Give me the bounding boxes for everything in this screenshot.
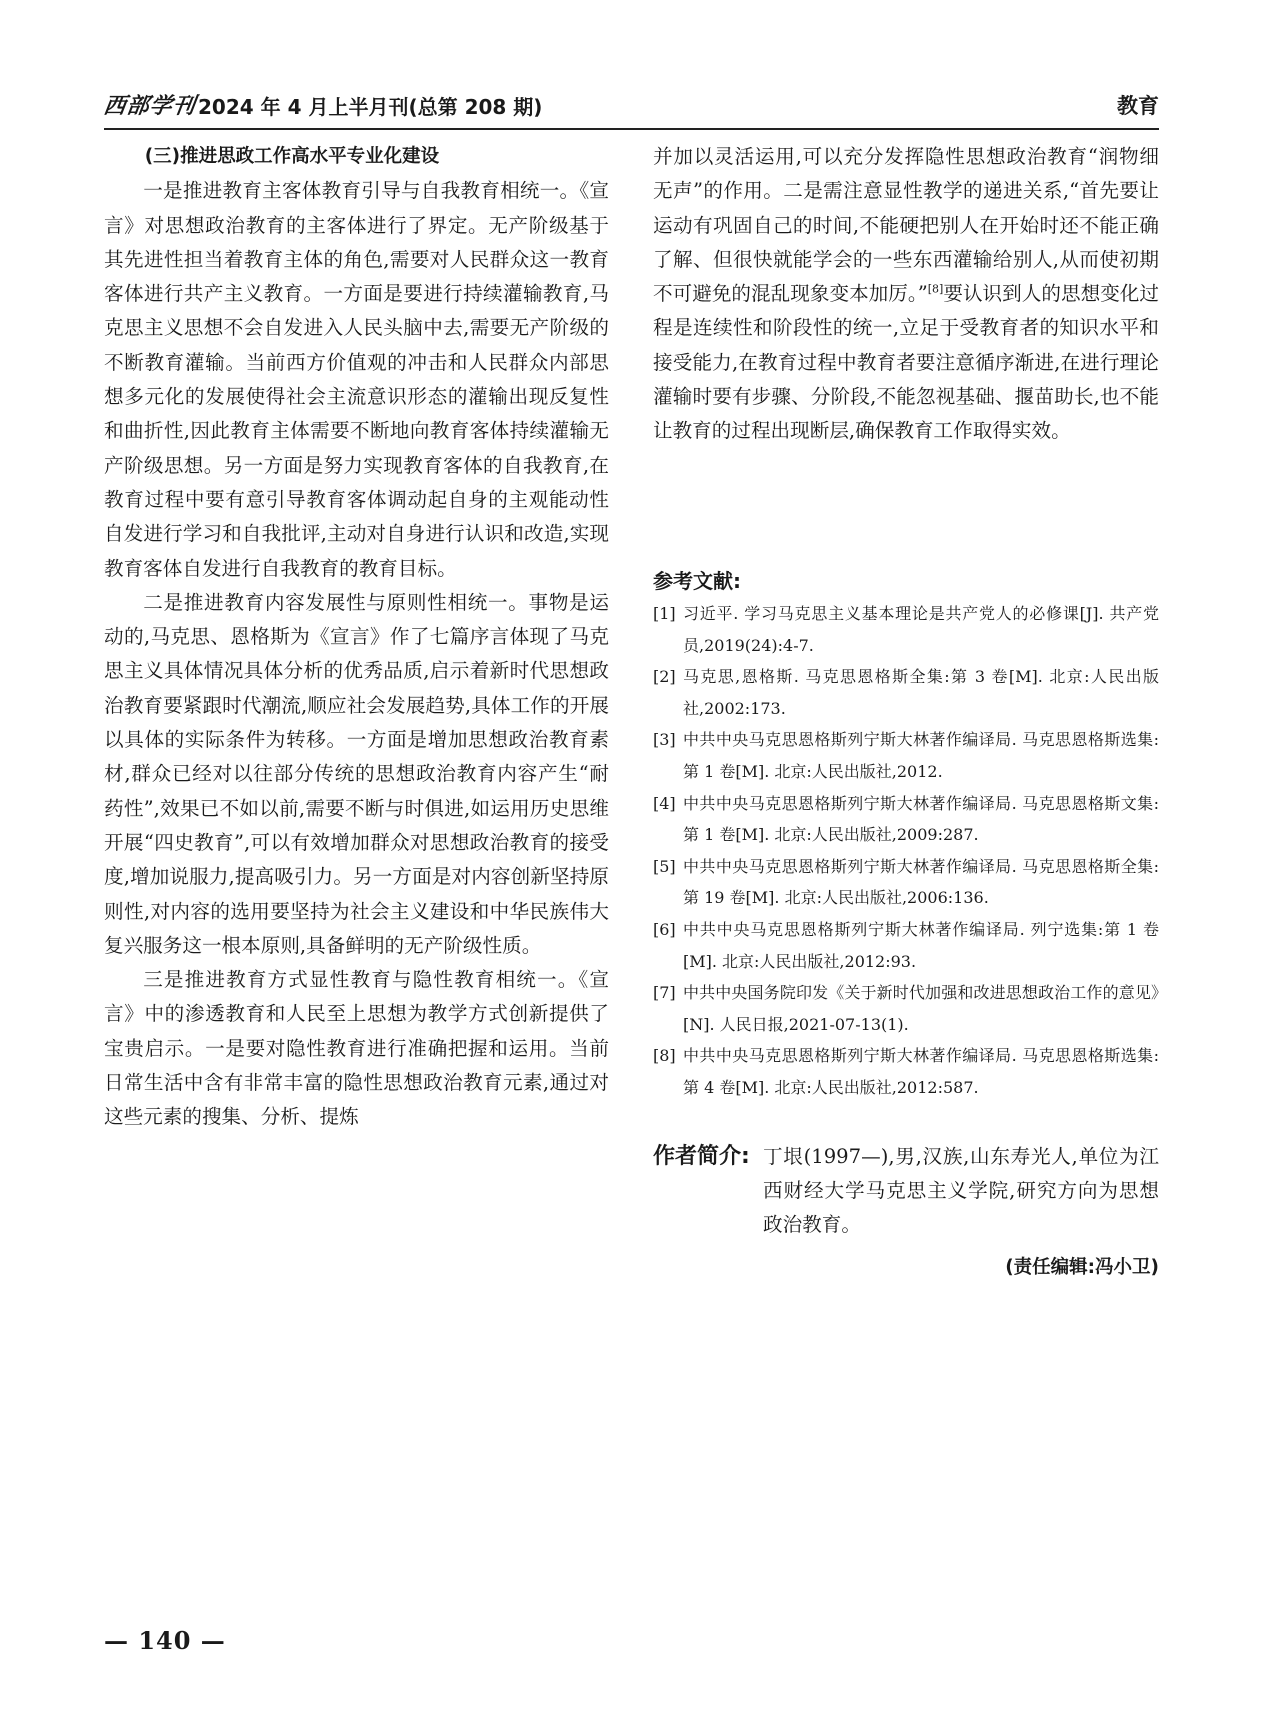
reference-item <box>653 914 1159 977</box>
reference-number: [5] <box>653 856 676 876</box>
references-title: 参考文献: <box>653 569 741 593</box>
reference-number: [8] <box>653 1046 676 1066</box>
reference-text: 中共中央马克思恩格斯列宁斯大林著作编译局. 马克思恩格斯选集:第 4 卷[M]. 北京:人民出版社,2012:587. <box>683 1046 1159 1097</box>
reference-text: 中共中央马克思恩格斯列宁斯大林著作编译局. 马克思恩格斯文集:第 1 卷[M]. 北京:人民出版社,2009:287. <box>683 793 1159 845</box>
paragraph-text-part-1: 并加以灵活运用,可以充分发挥隐性思想政治教育“润物细无声”的作用。二是需注意显性教学的递进关系,“首先要让运动有巩固自己的时间,不能硬把别人在开始时还不能正确了解、但很快就能学会的一些东西灌输给别人,从而使初期不可避免的混乱现象变本加厉。” <box>653 145 1159 306</box>
header-left <box>101 89 543 120</box>
reference-item <box>653 724 1159 787</box>
reference-item <box>653 598 1159 661</box>
reference-item <box>653 788 1159 851</box>
citation-superscript: [8] <box>927 282 944 296</box>
section-label: 教育 <box>1117 94 1159 118</box>
body-paragraph-3: 三是推进教育方式显性教育与隐性教育相统一。《宣言》中的渗透教育和人民至上思想为教学方式创新提供了宝贵启示。一是要对隐性教育进行准确把握和运用。当前日常生活中含有非常丰富的隐性思想政治教育元素,通过对这些元素的搜集、分析、提炼 <box>104 968 609 1129</box>
author-bio-text: 丁垠(1997—),男,汉族,山东寿光人,单位为江西财经大学马克思主义学院,研究方向为思想政治教育。 <box>763 1145 1159 1236</box>
reference-text: 中共中央马克思恩格斯列宁斯大林著作编译局. 马克思恩格斯选集:第 1 卷[M]. 北京:人民出版社,2012. <box>683 730 1159 781</box>
author-bio <box>653 1140 1159 1242</box>
reference-number: [3] <box>653 730 676 750</box>
reference-text: 中共中央国务院印发《关于新时代加强和改进思想政治工作的意见》[N]. 人民日报,2021-07-13(1). <box>683 983 1159 1034</box>
reference-text: 中共中央马克思恩格斯列宁斯大林著作编译局. 马克思恩格斯全集:第 19 卷[M]. 北京:人民出版社,2006:136. <box>683 856 1159 908</box>
right-column <box>653 140 1159 449</box>
body-paragraph-continued <box>653 140 1159 449</box>
page-number: — 140 — <box>104 1626 226 1655</box>
reference-item <box>653 851 1159 914</box>
left-column <box>104 140 609 1135</box>
reference-number: [2] <box>653 667 676 687</box>
reference-item <box>653 1040 1159 1103</box>
references-list <box>653 598 1159 1104</box>
author-bio-label: 作者简介: <box>653 1144 750 1169</box>
reference-text: 马克思,恩格斯. 马克思恩格斯全集:第 3 卷[M]. 北京:人民出版社,2002:173. <box>683 667 1159 718</box>
journal-logo: 西部学刊 <box>101 93 198 119</box>
body-paragraph-1: 一是推进教育主客体教育引导与自我教育相统一。《宣言》对思想政治教育的主客体进行了界定。无产阶级基于其先进性担当着教育主体的角色,需要对人民群众这一教育客体进行共产主义教育。一方面是要进行持续灌输教育,马克思主义思想不会自发进入人民头脑中去,需要无产阶级的不断教育灌输。当前西方价值观的冲击和人民群众内部思想多元化的发展使得社会主流意识形态的灌输出现反复性和曲折性,因此教育主体需要不断地向教育客体持续灌输无产阶级思想。另一方面是努力实现教育客体的自我教育,在教育过程中要有意引导教育客体调动起自身的主观能动性自发进行学习和自我批评,主动对自身进行认识和改造,实现教育客体自发进行自我教育的教育目标。 <box>104 179 609 580</box>
responsible-editor: (责任编辑:冯小卫) <box>1005 1257 1159 1278</box>
reference-number: [7] <box>653 983 676 1003</box>
reference-number: [4] <box>653 793 676 813</box>
paragraph-text-part-2: 要认识到人的思想变化过程是连续性和阶段性的统一,立足于受教育者的知识水平和接受能力,在教育过程中教育者要注意循序渐进,在进行理论灌输时要有步骤、分阶段,不能忽视基础、揠苗助长,也不能让教育的过程出现断层,确保教育工作取得实效。 <box>653 282 1160 443</box>
reference-text: 中共中央马克思恩格斯列宁斯大林著作编译局. 列宁选集:第 1 卷[M]. 北京:人民出版社,2012:93. <box>683 919 1159 971</box>
reference-text: 习近平. 学习马克思主义基本理论是共产党人的必修课[J]. 共产党员,2019(24):4-7. <box>683 604 1159 655</box>
issue-info: 2024 年 4 月上半月刊(总第 208 期) <box>198 95 543 119</box>
body-paragraph-2: 二是推进教育内容发展性与原则性相统一。事物是运动的,马克思、恩格斯为《宣言》作了七篇序言体现了马克思主义具体情况具体分析的优秀品质,启示着新时代思想政治教育要紧跟时代潮流,顺应社会发展趋势,具体工作的开展以具体的实际条件为转移。一方面是增加思想政治教育素材,群众已经对以往部分传统的思想政治教育内容产生“耐药性”,效果已不如以前,需要不断与时俱进,如运用历史思维开展“四史教育”,可以有效增加群众对思想政治教育的接受度,增加说服力,提高吸引力。另一方面是对内容创新坚持原则性,对内容的选用要坚持为社会主义建设和中华民族伟大复兴服务这一根本原则,具备鲜明的无产阶级性质。 <box>104 590 609 957</box>
header-divider <box>104 128 1159 130</box>
reference-item <box>653 661 1159 724</box>
reference-item <box>653 977 1159 1040</box>
reference-number: [1] <box>653 604 676 623</box>
subheading: (三)推进思政工作高水平专业化建设 <box>144 146 440 167</box>
reference-number: [6] <box>653 919 676 939</box>
page-header <box>101 86 1159 120</box>
